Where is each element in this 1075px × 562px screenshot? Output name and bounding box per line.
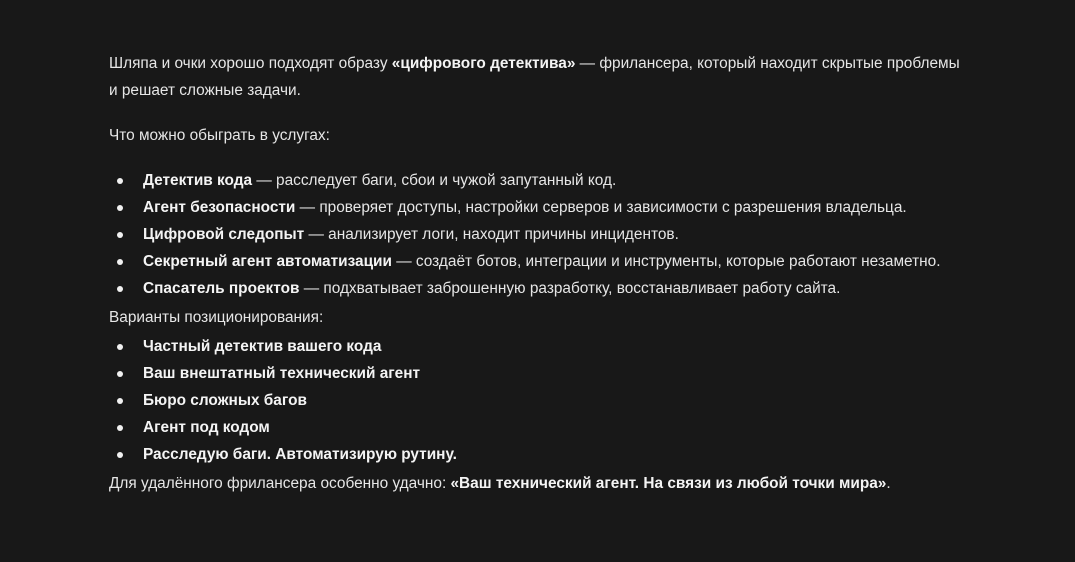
closing-paragraph [109, 470, 969, 497]
service-description: — расследует баги, сбои и чужой запутанный код. [252, 172, 617, 189]
list-item [109, 221, 969, 248]
intro-text: Шляпа и очки хорошо подходят образу [109, 55, 392, 72]
service-title: Цифровой следопыт [143, 226, 305, 243]
chat-message [109, 50, 969, 497]
service-description: — анализирует логи, находит причины инцидентов. [304, 226, 679, 243]
list-item: Ваш внештатный технический агент [109, 360, 969, 387]
list-item [109, 194, 969, 221]
service-description: — проверяет доступы, настройки серверов и зависимости с разрешения владельца. [295, 199, 907, 216]
services-list [109, 167, 969, 302]
list-item: Бюро сложных багов [109, 387, 969, 414]
closing-text-end: . [886, 475, 891, 492]
services-heading: Что можно обыграть в услугах: [109, 127, 330, 144]
variants-heading: Варианты позиционирования: [109, 309, 324, 326]
list-item: Агент под кодом [109, 414, 969, 441]
service-description: — подхватывает заброшенную разработку, восстанавливает работу сайта. [299, 280, 841, 297]
list-item [109, 248, 969, 275]
intro-highlight: «цифрового детектива» [391, 55, 576, 72]
service-title: Детектив кода [143, 172, 253, 189]
closing-text: Для удалённого фрилансера особенно удачно: [109, 475, 451, 492]
list-item [109, 167, 969, 194]
variants-list [109, 333, 969, 468]
intro-paragraph [109, 50, 969, 104]
service-title: Спасатель проектов [143, 280, 300, 297]
service-title: Секретный агент автоматизации [143, 253, 392, 270]
list-item [109, 275, 969, 302]
closing-highlight: «Ваш технический агент. На связи из любой точки мира» [450, 475, 887, 492]
list-item: Частный детектив вашего кода [109, 333, 969, 360]
service-description: — создаёт ботов, интеграции и инструменты, которые работают незаметно. [391, 253, 941, 270]
service-title: Агент безопасности [143, 199, 296, 216]
intro-text-end: — фрилансера, который находит скрытые проблемы и решает сложные задачи. [109, 55, 960, 99]
list-item: Расследую баги. Автоматизирую рутину. [109, 441, 969, 468]
